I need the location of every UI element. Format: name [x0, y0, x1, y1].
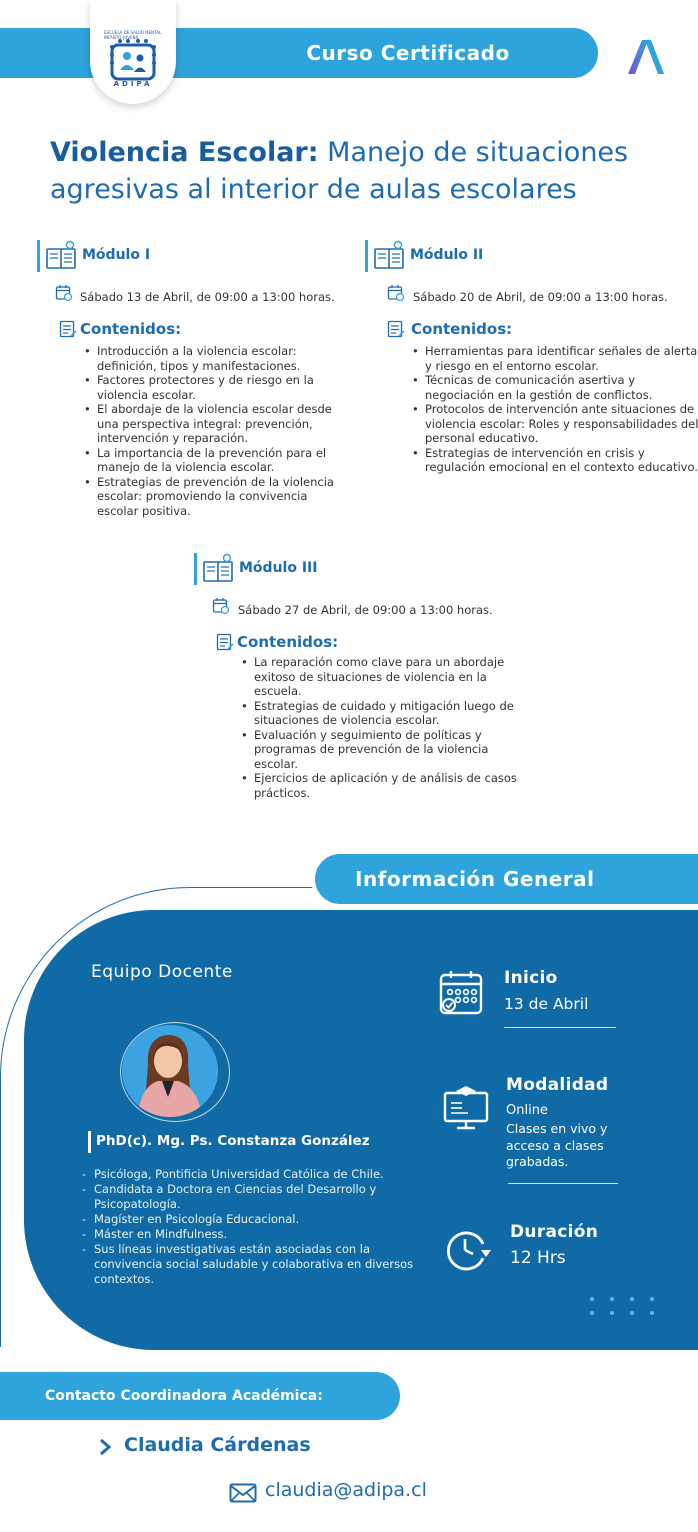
checklist-icon — [216, 633, 234, 651]
page-subtitle: Curso Certificado — [306, 41, 510, 65]
duration-value: 12 Hrs — [510, 1248, 566, 1268]
teacher-accent-bar — [88, 1131, 91, 1153]
decorative-dots — [588, 1295, 658, 1319]
contact-name: Claudia Cárdenas — [124, 1434, 311, 1456]
logo-brand-text: ADIPA — [113, 80, 153, 88]
teacher-name: PhD(c). Mg. Ps. Constanza González — [96, 1133, 370, 1149]
divider — [504, 1027, 616, 1028]
duration-label: Duración — [510, 1222, 599, 1242]
list-item: • Técnicas de comunicación asertiva y negociación en la gestión de conflictos. — [410, 373, 698, 402]
list-item: - Candidata a Doctora en Ciencias del Desarrollo y Psicopatología. — [80, 1182, 425, 1212]
module-1-date: Sábado 13 de Abril, de 09:00 a 13:00 horas. — [80, 290, 335, 304]
avatar — [122, 1025, 218, 1117]
computer-graduation-icon — [442, 1083, 490, 1131]
book-idea-icon — [202, 553, 234, 583]
list-item: • Estrategias de intervención en crisis y regulación emocional en el contexto educativo. — [410, 446, 698, 475]
calendar-icon — [212, 597, 230, 615]
module-accent-bar — [365, 240, 368, 272]
chevron-right-icon — [98, 1437, 112, 1457]
mail-icon — [229, 1483, 257, 1503]
contact-title: Contacto Coordinadora Académica: — [45, 1388, 323, 1404]
checklist-icon — [387, 320, 405, 338]
module-3-date: Sábado 27 de Abril, de 09:00 a 13:00 horas. — [238, 603, 493, 617]
calendar-icon — [387, 284, 405, 302]
logo-emblem-icon — [90, 0, 176, 104]
adipa-a-mark-icon — [626, 36, 666, 76]
module-2-topics — [410, 344, 698, 475]
teacher-photo — [122, 1025, 218, 1117]
course-title-rest: Manejo de situaciones agresivas al interior de aulas escolares — [50, 137, 629, 205]
module-3-topics — [239, 655, 519, 800]
module-2-date: Sábado 20 de Abril, de 09:00 a 13:00 horas. — [413, 290, 668, 304]
start-label: Inicio — [504, 968, 558, 988]
checklist-icon — [59, 320, 77, 338]
logo-school-text: ESCUELA DE SALUD MENTAL INFANTO-JUVENIL — [104, 30, 162, 40]
module-2-contents-label: Contenidos: — [411, 320, 513, 338]
list-item: • Introducción a la violencia escolar: definición, tipos y manifestaciones. — [82, 344, 352, 373]
list-item: • La importancia de la prevención para el manejo de la violencia escolar. — [82, 446, 352, 475]
list-item: • Herramientas para identificar señales de alerta y riesgo en el entorno escolar. — [410, 344, 698, 373]
book-idea-icon — [373, 240, 405, 270]
calendar-icon — [55, 284, 73, 302]
list-item: - Magíster en Psicología Educacional. — [80, 1212, 425, 1227]
module-1-contents-label: Contenidos: — [80, 320, 182, 338]
book-idea-icon — [45, 240, 77, 270]
divider — [508, 1183, 618, 1184]
list-item: • La reparación como clave para un abordaje exitoso de situaciones de violencia en la escuela. — [239, 655, 519, 699]
course-title-bold: Violencia Escolar: — [50, 137, 319, 168]
module-1-label: Módulo I — [82, 247, 151, 263]
course-title — [50, 134, 690, 208]
adipa-logo — [90, 0, 176, 104]
list-item: - Sus líneas investigativas están asociadas con la convivencia social saludable y colaborativa en diversos contextos. — [80, 1242, 425, 1287]
mode-label: Modalidad — [506, 1075, 609, 1095]
list-item: - Máster en Mindfulness. — [80, 1227, 425, 1242]
module-3-contents-label: Contenidos: — [237, 633, 339, 651]
list-item: - Psicóloga, Pontificia Universidad Católica de Chile. — [80, 1167, 425, 1182]
list-item: • El abordaje de la violencia escolar desde una perspectiva integral: prevención, intervención y reparación. — [82, 402, 352, 446]
team-title: Equipo Docente — [91, 962, 233, 982]
general-info-title: Información General — [355, 867, 595, 891]
module-2-label: Módulo II — [410, 247, 484, 263]
list-item: • Ejercicios de aplicación y de análisis de casos prácticos. — [239, 771, 519, 800]
calendar-check-icon — [438, 968, 486, 1016]
module-1-topics — [82, 344, 352, 518]
list-item: • Protocolos de intervención ante situaciones de violencia escolar: Roles y responsabilidades del personal educativo. — [410, 402, 698, 446]
mode-value: Online — [506, 1103, 548, 1118]
list-item: • Evaluación y seguimiento de políticas y programas de prevención de la violencia escolar. — [239, 728, 519, 772]
list-item: • Estrategias de prevención de la violencia escolar: promoviendo la convivencia escolar positiva. — [82, 475, 352, 519]
list-item: • Factores protectores y de riesgo en la violencia escolar. — [82, 373, 352, 402]
contact-email-link[interactable]: claudia@adipa.cl — [265, 1479, 427, 1501]
teacher-bio — [80, 1167, 425, 1287]
list-item: • Estrategias de cuidado y mitigación luego de situaciones de violencia escolar. — [239, 699, 519, 728]
module-accent-bar — [194, 553, 197, 585]
module-3-label: Módulo III — [239, 560, 318, 576]
mode-detail: Clases en vivo y acceso a clases grabadas. — [506, 1121, 608, 1169]
module-accent-bar — [37, 240, 40, 272]
start-value: 13 de Abril — [504, 995, 589, 1013]
clock-icon — [443, 1226, 491, 1274]
